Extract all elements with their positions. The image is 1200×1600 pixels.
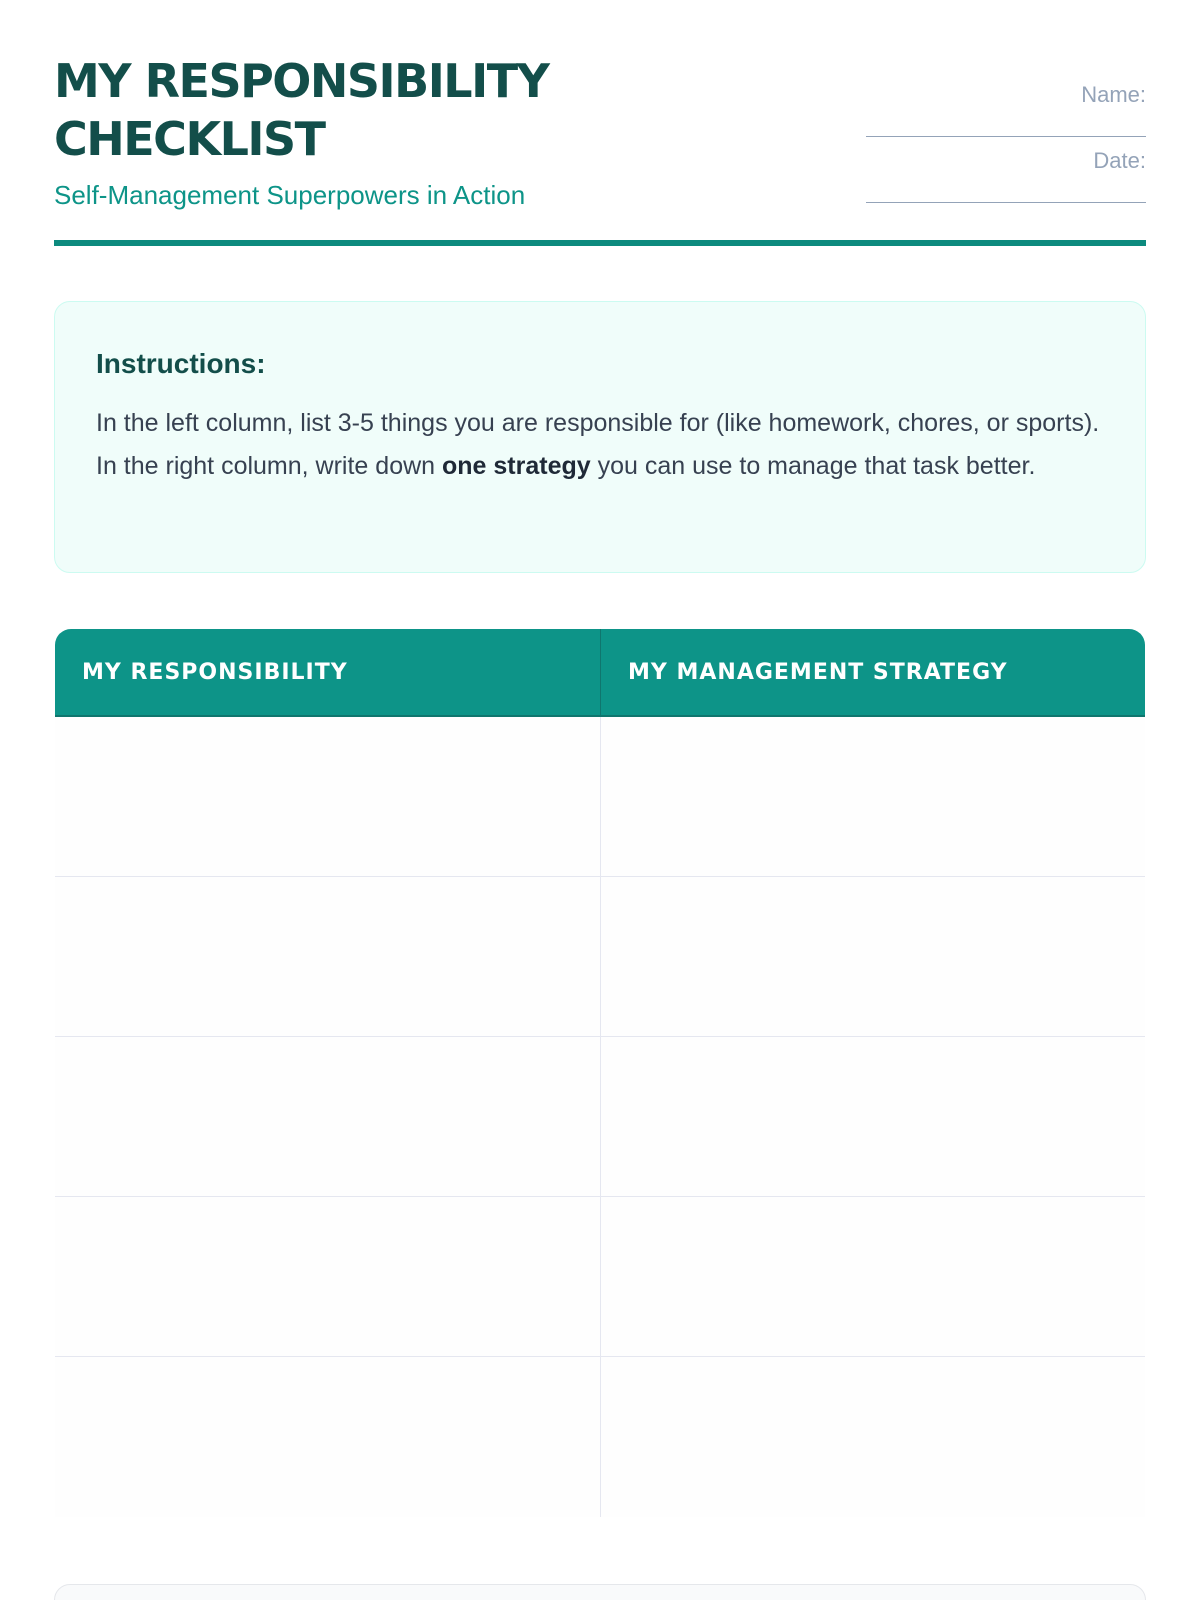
instructions-box — [54, 301, 1146, 573]
strategy-cell[interactable] — [600, 1197, 1145, 1356]
table-header — [55, 629, 1145, 717]
name-label: Name: — [1081, 82, 1146, 107]
date-label: Date: — [1093, 148, 1146, 173]
responsibility-cell[interactable] — [55, 877, 600, 1036]
column-header-responsibility: MY RESPONSIBILITY — [82, 659, 348, 685]
reflection-box — [54, 1584, 1146, 1600]
column-header-strategy: MY MANAGEMENT STRATEGY — [600, 629, 1145, 715]
responsibility-cell[interactable] — [55, 1037, 600, 1196]
instructions-text-start: In the left column, list 3-5 things you are responsible for (like homework, chores, or sports). In the right column, write down — [96, 409, 1100, 480]
responsibility-cell[interactable] — [55, 1357, 600, 1517]
table-row — [55, 877, 1145, 1037]
name-write-line[interactable] — [866, 136, 1146, 137]
responsibility-table — [55, 629, 1145, 1517]
strategy-cell[interactable] — [600, 877, 1145, 1036]
instructions-text — [96, 402, 1105, 488]
responsibility-cell[interactable] — [55, 717, 600, 876]
worksheet-page — [54, 0, 1146, 685]
instructions-text-emphasis: one strategy — [442, 452, 591, 480]
header-divider — [54, 240, 1146, 246]
table-row — [55, 1357, 1145, 1517]
table-row — [55, 717, 1145, 877]
responsibility-cell[interactable] — [55, 1197, 600, 1356]
page-title: MY RESPONSIBILITY CHECKLIST — [54, 54, 549, 166]
table-row — [55, 1037, 1145, 1197]
page-subtitle: Self-Management Superpowers in Action — [54, 180, 526, 210]
worksheet-header — [54, 0, 1146, 246]
strategy-cell[interactable] — [600, 1357, 1145, 1517]
name-field[interactable] — [866, 80, 1146, 146]
strategy-cell[interactable] — [600, 717, 1145, 876]
instructions-title: Instructions: — [96, 348, 266, 379]
date-write-line[interactable] — [866, 202, 1146, 203]
name-date-fields — [866, 80, 1146, 212]
table-row — [55, 1197, 1145, 1357]
date-field[interactable] — [866, 146, 1146, 212]
strategy-cell[interactable] — [600, 1037, 1145, 1196]
instructions-text-end: you can use to manage that task better. — [590, 452, 1036, 480]
